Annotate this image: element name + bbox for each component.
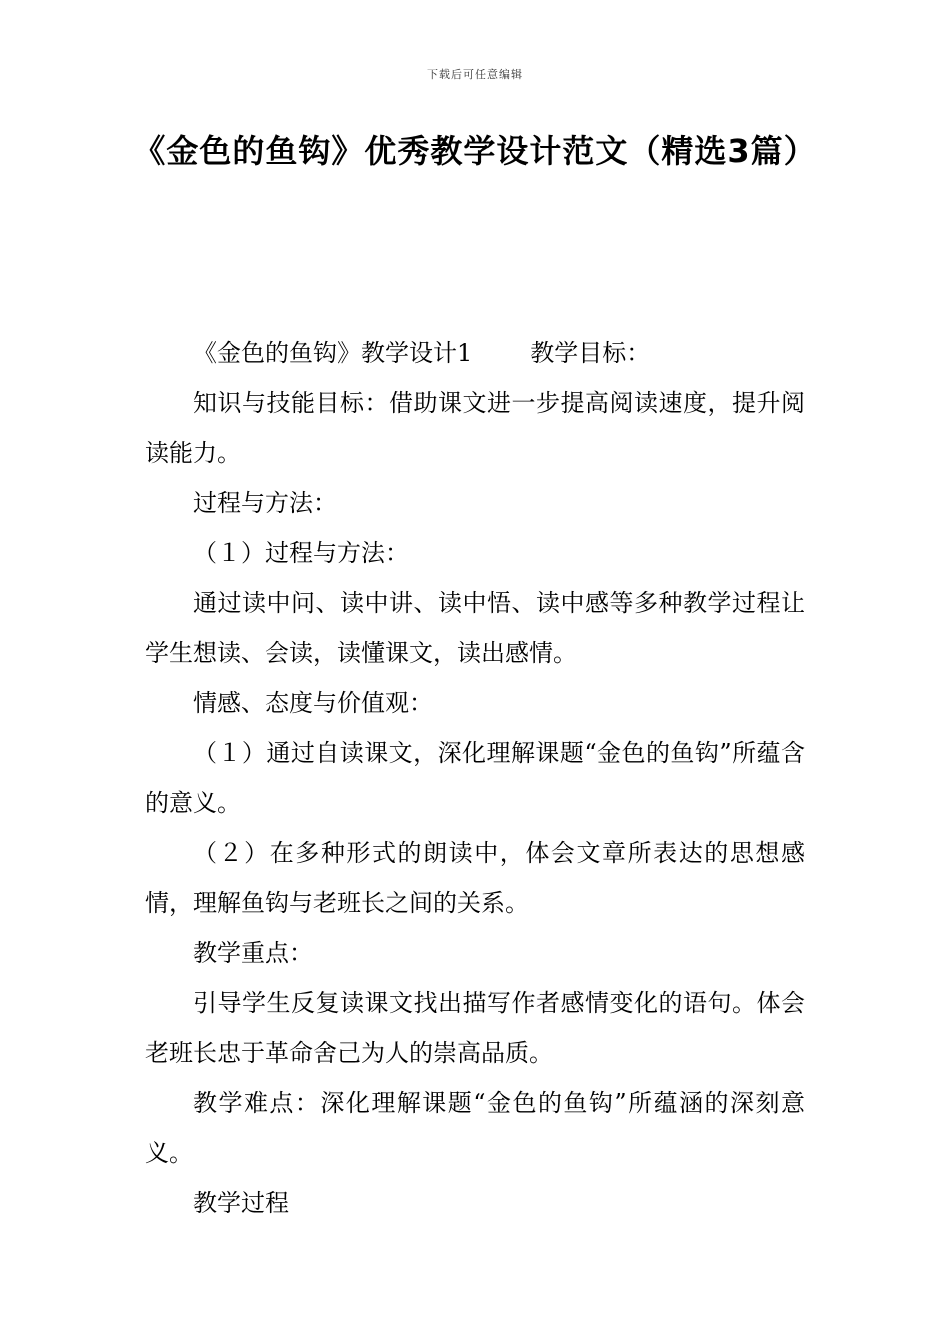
emotion-values-item-2: （２）在多种形式的朗读中，体会文章所表达的思想感情，理解鱼钩与老班长之间的关系。 (145, 839, 805, 917)
lesson-plan-heading: 《金色的鱼钩》教学设计1 (193, 339, 473, 367)
teaching-objectives-heading: 教学目标： (530, 339, 651, 367)
teaching-process-heading: 教学过程 (193, 1189, 289, 1217)
teaching-focus-heading: 教学重点： (193, 939, 313, 967)
emotion-values-heading: 情感、态度与价值观： (193, 689, 433, 717)
document-title: 《金色的鱼钩》优秀教学设计范文（精选3篇） (133, 132, 817, 170)
page-header-note: 下载后可任意编辑 (427, 68, 523, 81)
document-body (145, 328, 805, 1228)
emotion-values-item-1: （１）通过自读课文，深化理解课题“金色的鱼钩”所蕴含的意义。 (145, 739, 805, 817)
process-method-item-1: （１）过程与方法： (193, 539, 409, 567)
teaching-difficulty-paragraph: 教学难点：深化理解课题“金色的鱼钩”所蕴涵的深刻意义。 (145, 1089, 805, 1167)
knowledge-skills-paragraph: 知识与技能目标：借助课文进一步提高阅读速度，提升阅读能力。 (145, 389, 805, 467)
intro-paragraph (145, 328, 805, 378)
teaching-focus-paragraph: 引导学生反复读课文找出描写作者感情变化的语句。体会老班长忠于革命舍己为人的崇高品质。 (145, 989, 805, 1067)
process-method-paragraph: 通过读中问、读中讲、读中悟、读中感等多种教学过程让学生想读、会读，读懂课文，读出感情。 (145, 589, 805, 667)
process-method-heading: 过程与方法： (193, 489, 337, 517)
